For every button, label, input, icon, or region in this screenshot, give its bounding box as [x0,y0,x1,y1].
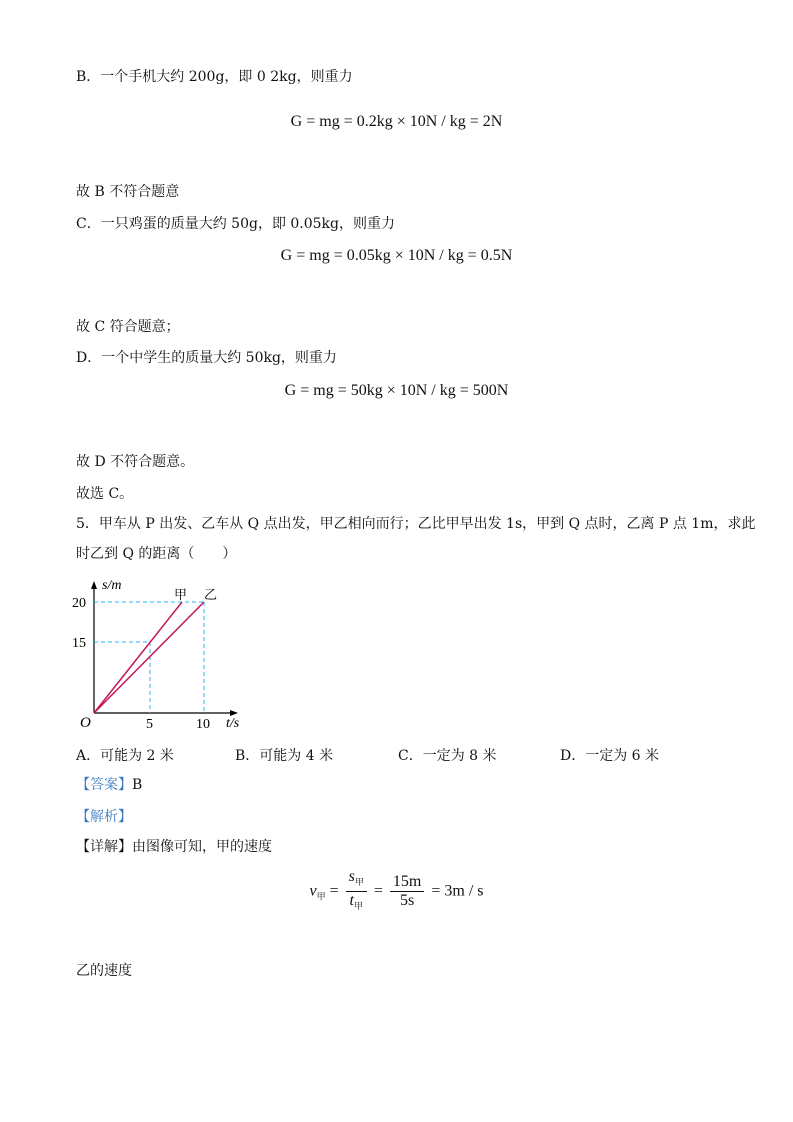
option-a: A．可能为 2 米 [76,748,174,764]
question-5-line-1: 5．甲车从 P 出发、乙车从 Q 点出发，甲乙相向而行；乙比甲早出发 1s，甲到 Q 点时，乙离 P 点 1m，求此 [76,516,756,532]
line-yi-label: 乙 [204,587,218,602]
detail-line [76,838,272,856]
y-tick-15: 15 [72,636,86,651]
y-tick-20: 20 [72,596,86,611]
speed-result: 3m / s [444,882,484,900]
t-symbol: t [349,892,354,910]
s-symbol: s [348,868,355,885]
option-c-formula: G = mg = 0.05kg × 10N / kg = 0.5N [280,247,513,264]
final-choice: 故选 C。 [76,486,134,502]
x-tick-10: 10 [196,717,210,732]
y-axis-label: s/m [102,578,122,593]
fraction-numerator: 15m [390,873,424,892]
option-d: D．一定为 6 米 [560,748,660,764]
fraction-15m-over-5s [390,873,424,910]
detail-text: 由图像可知，甲的速度 [132,839,272,855]
fraction-s-over-t [346,868,367,915]
speed-formula: $v_甲$ = $\frac{s_甲}{t_甲}$ = $\frac{15m}{5s}$ = 3m / s [0,868,793,915]
fraction-denominator: 5s [400,892,415,910]
answer-value: B [132,777,143,793]
answer-tag: 【答案】 [76,777,132,793]
x-tick-5: 5 [146,717,153,732]
origin-label: O [80,715,91,731]
v-subscript: 甲 [316,891,326,902]
option-b-line: B．一个手机大约 200g，即 0 2kg，则重力 [76,69,353,85]
option-b-conclusion: 故 B 不符合题意 [76,184,180,200]
s-t-graph [66,575,286,735]
s-subscript: 甲 [354,877,364,888]
option-b-formula: G = mg = 0.2kg × 10N / kg = 2N [290,113,503,130]
t-subscript: 甲 [353,901,363,912]
line-jia [94,602,182,713]
option-c-conclusion: 故 C 符合题意； [76,319,180,335]
yi-speed-line: 乙的速度 [76,963,132,979]
x-axis-label: t/s [226,716,240,731]
answer-line [76,776,142,794]
question-5-line-2: 时乙到 Q 的距离（ ） [76,546,237,562]
v-symbol: v [309,882,317,900]
analysis-tag: 【解析】 [76,809,132,825]
detail-tag: 【详解】 [76,839,132,855]
option-d-conclusion: 故 D 不符合题意。 [76,454,195,470]
option-d-formula: G = mg = 50kg × 10N / kg = 500N [284,382,509,399]
option-c: C．一定为 8 米 [398,748,497,764]
line-yi [94,602,204,713]
option-d-line: D．一个中学生的质量大约 50kg，则重力 [76,350,337,366]
option-b: B．可能为 4 米 [235,748,334,764]
option-c-line: C．一只鸡蛋的质量大约 50g，即 0.05kg，则重力 [76,216,396,232]
line-jia-label: 甲 [174,587,188,602]
y-axis-arrow [91,581,97,589]
